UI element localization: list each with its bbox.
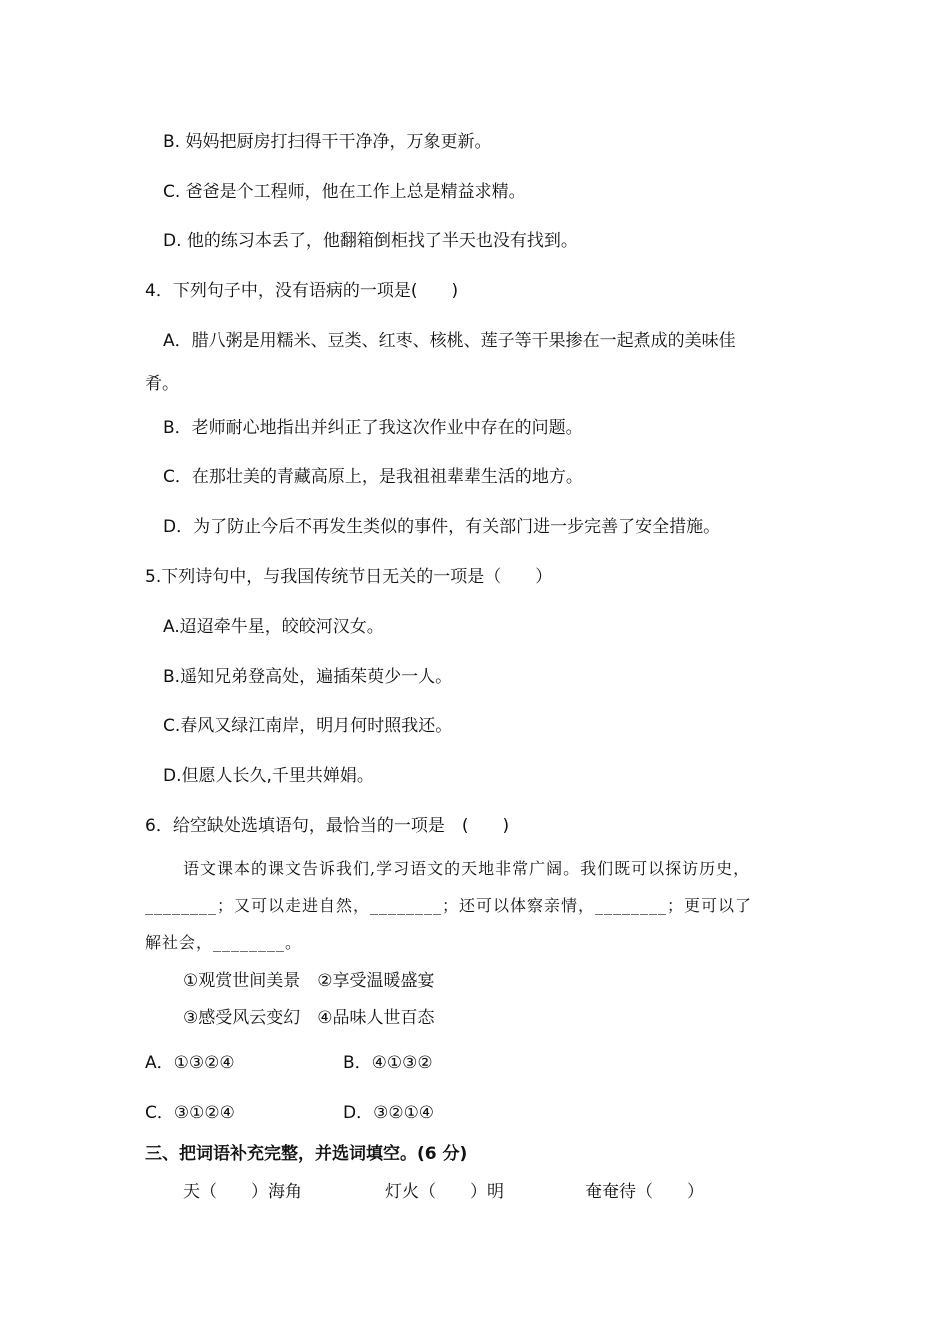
q6-choices-line2: ③感受风云变幻 ④品味人世百态 bbox=[183, 1008, 435, 1028]
q6-passage-line3: 解社会，________。 bbox=[145, 933, 303, 952]
q4-stem: 4．下列句子中，没有语病的一项是( ) bbox=[145, 281, 459, 301]
section3-item-3: 奄奄待（ ） bbox=[585, 1182, 704, 1202]
q6-option-b: B．④①③② bbox=[343, 1053, 433, 1073]
q4-option-a-line1: A．腊八粥是用糯米、豆类、红枣、核桃、莲子等干果掺在一起煮成的美味佳 bbox=[163, 331, 736, 351]
section3-item-1: 天（ ）海角 bbox=[183, 1182, 302, 1202]
q6-option-c: C．③①②④ bbox=[145, 1103, 235, 1123]
q6-option-a: A．①③②④ bbox=[145, 1053, 235, 1073]
q5-option-a: A.迢迢牵牛星，皎皎河汉女。 bbox=[163, 617, 384, 637]
q5-stem: 5.下列诗句中，与我国传统节日无关的一项是（ ） bbox=[145, 567, 553, 587]
q3-option-b: B. 妈妈把厨房打扫得干干净净，万象更新。 bbox=[163, 132, 492, 152]
section3-title: 三、把词语补充完整，并选词填空。(6 分) bbox=[145, 1144, 468, 1164]
q3-option-d: D. 他的练习本丢了，他翻箱倒柜找了半天也没有找到。 bbox=[163, 231, 578, 251]
q5-option-b: B.遥知兄弟登高处，遍插茱萸少一人。 bbox=[163, 667, 453, 687]
q5-option-d: D.但愿人长久,千里共婵娟。 bbox=[163, 766, 374, 786]
q6-passage-line2: ________；又可以走进自然，________；还可以体察亲情，________；更可以了 bbox=[145, 896, 753, 915]
q5-option-c: C.春风又绿江南岸，明月何时照我还。 bbox=[163, 716, 453, 736]
q4-option-a-line2: 肴。 bbox=[145, 374, 179, 394]
q4-option-b: B．老师耐心地指出并纠正了我这次作业中存在的问题。 bbox=[163, 418, 583, 438]
q4-option-c: C．在那壮美的青藏高原上，是我祖祖辈辈生活的地方。 bbox=[163, 467, 583, 487]
q4-option-d: D．为了防止今后不再发生类似的事件，有关部门进一步完善了安全措施。 bbox=[163, 517, 721, 537]
q6-stem: 6．给空缺处选填语句，最恰当的一项是 ( ) bbox=[145, 816, 510, 836]
q6-passage-line1: 语文课本的课文告诉我们,学习语文的天地非常广阔。我们既可以探访历史， bbox=[183, 859, 751, 878]
q3-option-c: C. 爸爸是个工程师，他在工作上总是精益求精。 bbox=[163, 182, 526, 202]
section3-item-2: 灯火（ ）明 bbox=[385, 1182, 504, 1202]
q6-choices-line1: ①观赏世间美景 ②享受温暖盛宴 bbox=[183, 971, 435, 991]
q6-option-d: D．③②①④ bbox=[343, 1103, 435, 1123]
